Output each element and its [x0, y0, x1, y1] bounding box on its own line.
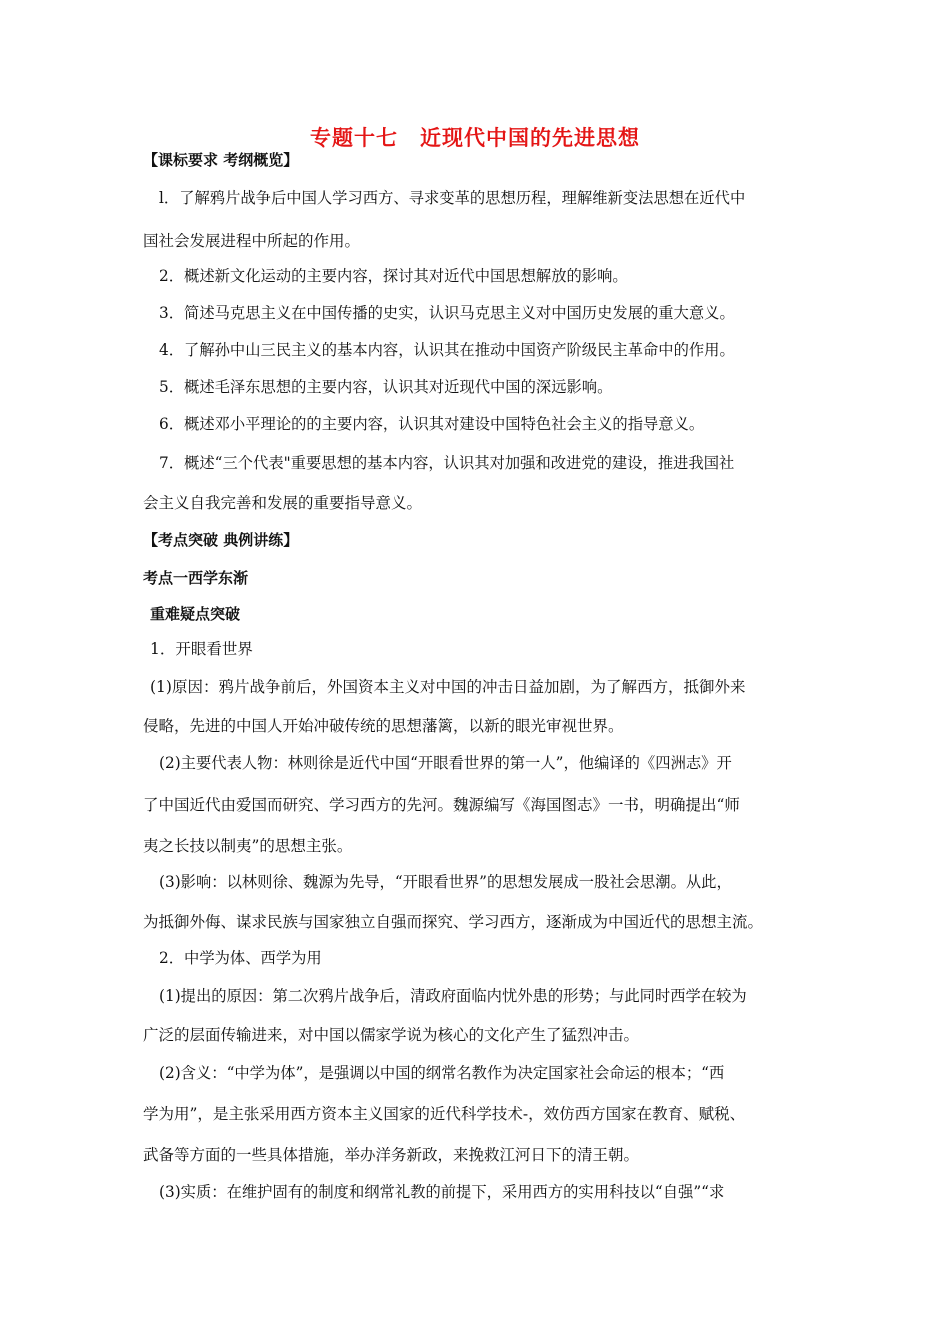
- paragraph-line: (2)含义：“中学为体”，是强调以中国的纲常名教作为决定国家社会命运的根本；“西: [159, 1064, 725, 1082]
- paragraph-line: l．了解鸦片战争后中国人学习西方、寻求变革的思想历程，理解维新变法思想在近代中: [159, 189, 746, 207]
- paragraph-line: 国社会发展进程中所起的作用。: [143, 232, 361, 250]
- paragraph-line: (1)原因：鸦片战争前后，外国资本主义对中国的冲击日益加剧，为了解西方，抵御外来: [150, 678, 746, 696]
- paragraph-line: (3)实质：在维护固有的制度和纲常礼教的前提下，采用西方的实用科技以“自强”“求: [159, 1183, 725, 1201]
- paragraph-line: 为抵御外侮、谋求民族与国家独立自强而探究、学习西方，逐渐成为中国近代的思想主流。: [143, 913, 764, 931]
- subsection-heading: 重难疑点突破: [150, 605, 241, 623]
- paragraph-line: 侵略，先进的中国人开始冲破传统的思想藩篱，以新的眼光审视世界。: [143, 717, 624, 735]
- paragraph-line: (1)提出的原因：第二次鸦片战争后，清政府面临内忧外患的形势；与此同时西学在较为: [159, 987, 747, 1005]
- paragraph-line: 会主义自我完善和发展的重要指导意义。: [143, 494, 423, 512]
- paragraph-line: 6．概述邓小平理论的的主要内容，认识其对建设中国特色社会主义的指导意义。: [159, 415, 705, 433]
- section-heading: 【课标要求 考纲概览】: [143, 151, 299, 169]
- paragraph-line: 1．开眼看世界: [150, 640, 253, 658]
- paragraph-line: 武备等方面的一些具体措施，举办洋务新政，来挽救江河日下的清王朝。: [143, 1146, 640, 1164]
- paragraph-line: 学为用”，是主张采用西方资本主义国家的近代科学技术-，效仿西方国家在教育、赋税、: [143, 1105, 746, 1123]
- paragraph-line: (2)主要代表人物：林则徐是近代中国“开眼看世界的第一人”，他编译的《四洲志》开: [159, 754, 732, 772]
- paragraph-line: 4．了解孙中山三民主义的基本内容，认识其在推动中国资产阶级民主革命中的作用。: [159, 341, 735, 359]
- paragraph-line: 7．概述“三个代表"重要思想的基本内容，认识其对加强和改进党的建设，推进我国社: [159, 454, 735, 472]
- paragraph-line: 2．概述新文化运动的主要内容，探讨其对近代中国思想解放的影响。: [159, 267, 628, 285]
- paragraph-line: 夷之长技以制夷”的思想主张。: [143, 837, 353, 855]
- document-title: 专题十七 近现代中国的先进思想: [310, 126, 640, 150]
- paragraph-line: (3)影响：以林则徐、魏源为先导，“开眼看世界”的思想发展成一股社会思潮。从此，: [159, 873, 732, 891]
- paragraph-line: 广泛的层面传输进来，对中国以儒家学说为核心的文化产生了猛烈冲击。: [143, 1026, 640, 1044]
- section-heading: 【考点突破 典例讲练】: [143, 531, 299, 549]
- paragraph-line: 了中国近代由爱国而研究、学习西方的先河。魏源编写《海国图志》一书，明确提出“师: [143, 796, 740, 814]
- paragraph-line: 3．简述马克思主义在中国传播的史实，认识马克思主义对中国历史发展的重大意义。: [159, 304, 735, 322]
- paragraph-line: 5．概述毛泽东思想的主要内容，认识其对近现代中国的深远影响。: [159, 378, 613, 396]
- paragraph-line: 2．中学为体、西学为用: [159, 949, 322, 967]
- subsection-heading: 考点一西学东渐: [143, 569, 249, 587]
